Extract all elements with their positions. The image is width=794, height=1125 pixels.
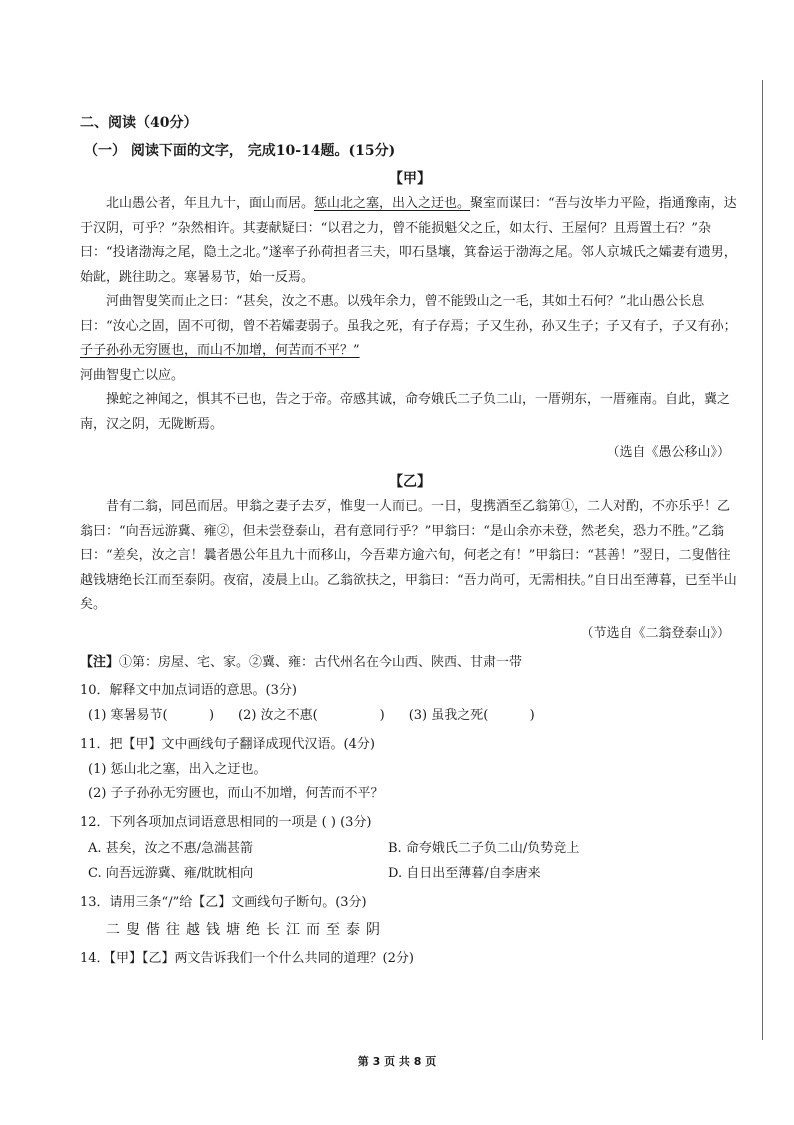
passage-a-paragraph-2-end: 河曲智叟亡以应。	[80, 367, 185, 383]
question-14	[80, 948, 740, 970]
question-10-item-1[interactable]: (1) 寒暑易节( )	[88, 707, 215, 723]
question-13	[80, 892, 740, 942]
question-12-options	[88, 836, 740, 886]
passage-a	[80, 168, 740, 465]
option-a[interactable]: A. 甚矣，汝之不惠/急湍甚箭	[88, 840, 254, 856]
page-footer: 第 3 页 共 8 页	[357, 1055, 437, 1068]
passage-b-source: （节选自《二翁登泰山》）	[580, 625, 730, 641]
underlined-sentence-2: 子子孙孙无穷匮也，而山不加增，何苦而不平？”	[80, 343, 360, 358]
passage-a-paragraph-2: 河曲智叟笑而止之曰：“甚矣，汝之不惠。以残年余力，曾不能毁山之一毛，其如土石何？”北山愚公长息曰：“汝心之固，固不可彻，曾不若孀妻弱子。虽我之死，有子存焉；子又生孙，孙又生子；子又有子，子又有孙；子子孙孙无穷匮也，而山不加增，何苦而不平？”	[80, 294, 737, 358]
passage-a-paragraph-3: 操蛇之神闻之，惧其不已也，告之于帝。帝感其诚，命夸娥氏二子负二山，一厝朔东，一厝雍南。自此，冀之南，汉之阴，无陇断焉。	[80, 392, 731, 432]
passage-b-title: 【乙】	[389, 474, 431, 490]
option-b[interactable]: B. 命夸娥氏二子负二山/负势竞上	[388, 840, 580, 856]
option-c[interactable]: C. 向吾远游冀、雍/眈眈相向	[88, 865, 254, 881]
passage-a-title: 【甲】	[389, 171, 431, 187]
passage-b-paragraph-1: 昔有二翁，同邑而居。甲翁之妻子去歹，惟叟一人而已。一日，叟携酒至乙翁第①，二人对酌，不亦乐乎！乙翁曰：“向吾远游冀、雍②，但未尝登泰山，君有意同行乎？”甲翁曰：“是山余亦未登，然老矣，恐力不胜。”乙翁曰：“差矣，汝之言！曩者愚公年且九十而移山，今吾辈方逾六旬，何老之有！”甲翁曰：“甚善！”翌日，二叟偕往越钱塘绝长江而至泰阴。夜宿，凌晨上山。乙翁欲扶之，甲翁曰：“吾力尚可，无需相扶。”自日出至薄暮，已至半山矣。	[80, 499, 737, 612]
question-13-stem: 13．请用三条“/”给【乙】文画线句子断句。(3分)	[80, 894, 367, 910]
note-text: ①第：房屋、宅、家。②冀、雍：古代州名在今山西、陕西、甘肃一带	[119, 654, 523, 670]
passage-b	[80, 471, 740, 646]
underlined-sentence-1: 惩山北之塞，出入之迂也。	[314, 196, 471, 211]
passage-a-paragraph-1: 北山愚公者，年且九十，面山而居。惩山北之塞，出入之迂也。聚室而谋曰：“吾与汝毕力平险，指通豫南，达于汉阴，可乎？”杂然相许。其妻献疑曰：“以君之力，曾不能损魁父之丘，如太行、王屋何？且焉置土石？”杂曰：“投诸渤海之尾，隐土之北。”遂率子孙荷担者三夫，叩石垦壤，箕畚运于渤海之尾。邻人京城氏之孀妻有遗男，始龀，跳往助之。寒暑易节，始一反焉。	[80, 196, 737, 285]
question-11-item-2: (2) 子子孙孙无穷匮也，而山不加增，何苦而不平？	[88, 785, 384, 801]
note-label: 【注】	[80, 654, 120, 670]
question-10-item-3[interactable]: (3) 虽我之死( )	[408, 707, 535, 723]
question-10-stem: 10．解释文中加点词语的意思。(3分)	[80, 682, 297, 698]
option-d[interactable]: D. 自日出至薄暮/自李唐来	[388, 865, 541, 881]
question-10-item-2[interactable]: (2) 汝之不惠( )	[238, 707, 385, 723]
part-heading: （一） 阅读下面的文字， 完成10-14题。(15分)	[84, 143, 396, 159]
question-11-stem: 11．把【甲】文中画线句子翻译成现代汉语。(4分)	[80, 736, 375, 752]
question-12-stem: 12．下列各项加点词语意思相同的一项是 ( ) (3分)	[80, 814, 372, 830]
question-12	[80, 812, 740, 886]
content-area	[80, 112, 740, 972]
question-11-item-1: (1) 惩山北之塞，出入之迂也。	[88, 761, 267, 777]
section-heading: 二、阅读（40分）	[80, 115, 198, 131]
binding-margin-line	[762, 80, 763, 1040]
sentence-to-punctuate[interactable]: 二叟偕往越钱塘绝长江而至泰阴	[106, 921, 386, 938]
question-10	[80, 680, 740, 728]
question-11	[80, 734, 740, 806]
annotation-note	[80, 652, 740, 674]
passage-a-source: （选自《愚公移山》）	[606, 445, 730, 460]
question-14-stem: 14．【甲】【乙】两文告诉我们一个什么共同的道理？(2分)	[80, 950, 414, 966]
